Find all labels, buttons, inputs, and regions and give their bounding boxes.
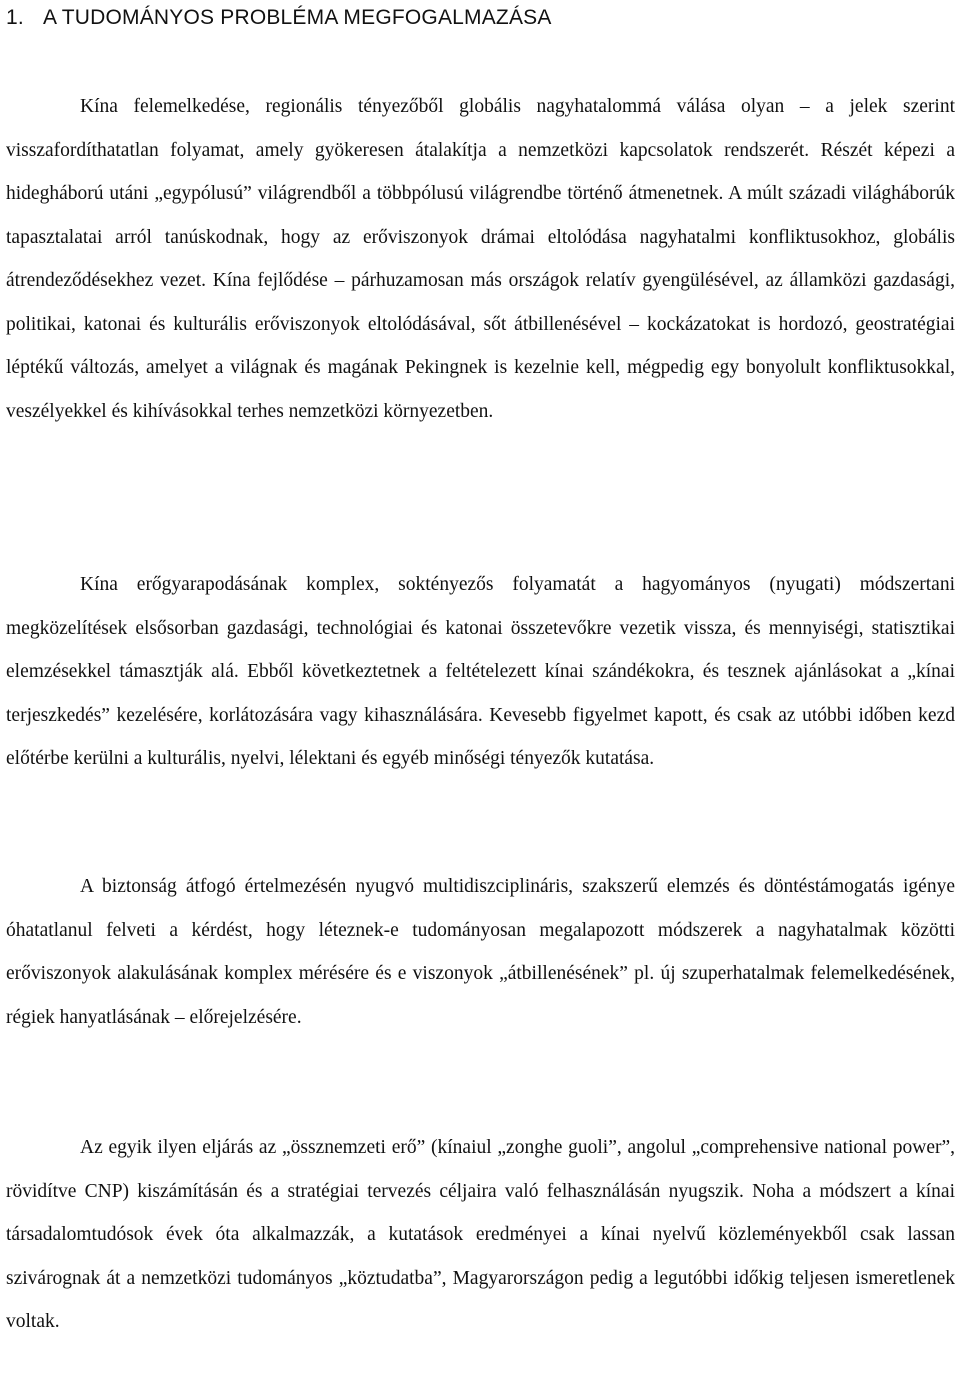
paragraph-2: Kína erőgyarapodásának komplex, soktényezős folyamatát a hagyományos (nyugati) módszertani megközelítések elsősorban gazdasági, technológiai és katonai összetevőkre vezetik vissza, és mennyiségi, statisztikai elemzésekkel támasztják alá. Ebből következtetnek a feltételezett kínai szándékokra, és tesznek ajánlásokat a „kínai terjeszkedés” kezelésére, korlátozására vagy kihasználására. Kevesebb figyelmet kapott, és csak az utóbbi időben kezd előtérbe kerülni a kulturális, nyelvi, lélektani és egyéb minőségi tényezők kutatása. [6, 574, 955, 769]
section-title: A TUDOMÁNYOS PROBLÉMA MEGFOGALMAZÁSA [43, 6, 552, 29]
section-number: 1. [6, 6, 24, 29]
section-heading [6, 4, 552, 32]
paragraph-4: Az egyik ilyen eljárás az „össznemzeti erő” (kínaiul „zonghe guoli”, angolul „comprehensive national power”, rövidítve CNP) kiszámításán és a stratégiai tervezés céljaira való felhasználásán nyugszik. Noha a módszert a kínai társadalomtudósok évek óta alkalmazzák, a kutatások eredményei a kínai nyelvű közleményekből csak lassan szivárognak át a nemzetközi tudományos „köztudatba”, Magyarországon pedig a legutóbbi időkig teljesen ismeretlenek voltak. [6, 1137, 955, 1332]
paragraph-1: Kína felemelkedése, regionális tényezőből globális nagyhatalommá válása olyan – a jelek szerint visszafordíthatatlan folyamat, amely gyökeresen átalakítja a nemzetközi kapcsolatok rendszerét. Részét képezi a hidegháború utáni „egypólusú” világrendből a többpólusú világrendbe történő átmenetnek. A múlt századi világháborúk tapasztalatai arról tanúskodnak, hogy az erőviszonyok drámai eltolódása nagyhatalmi konfliktusokhoz, globális átrendeződésekhez vezet. Kína fejlődése – párhuzamosan más országok relatív gyengülésével, az államközi gazdasági, politikai, katonai és kulturális erőviszonyok eltolódásával, sőt átbillenésével – kockázatokat is hordozó, geostratégiai léptékű változás, amelyet a világnak és magának Pekingnek is kezelnie kell, mégpedig egy bonyolult konfliktusokkal, veszélyekkel és kihívásokkal terhes nemzetközi környezetben. [6, 96, 955, 422]
paragraph-3: A biztonság átfogó értelmezésén nyugvó multidiszciplináris, szakszerű elemzés és döntéstámogatás igénye óhatatlanul felveti a kérdést, hogy léteznek-e tudományosan megalapozott módszerek a nagyhatalmak közötti erőviszonyok alakulásának komplex mérésére és e viszonyok „átbillenésének” pl. új szuperhatalmak felemelkedésének, régiek hanyatlásának – előrejelzésére. [6, 876, 955, 1028]
